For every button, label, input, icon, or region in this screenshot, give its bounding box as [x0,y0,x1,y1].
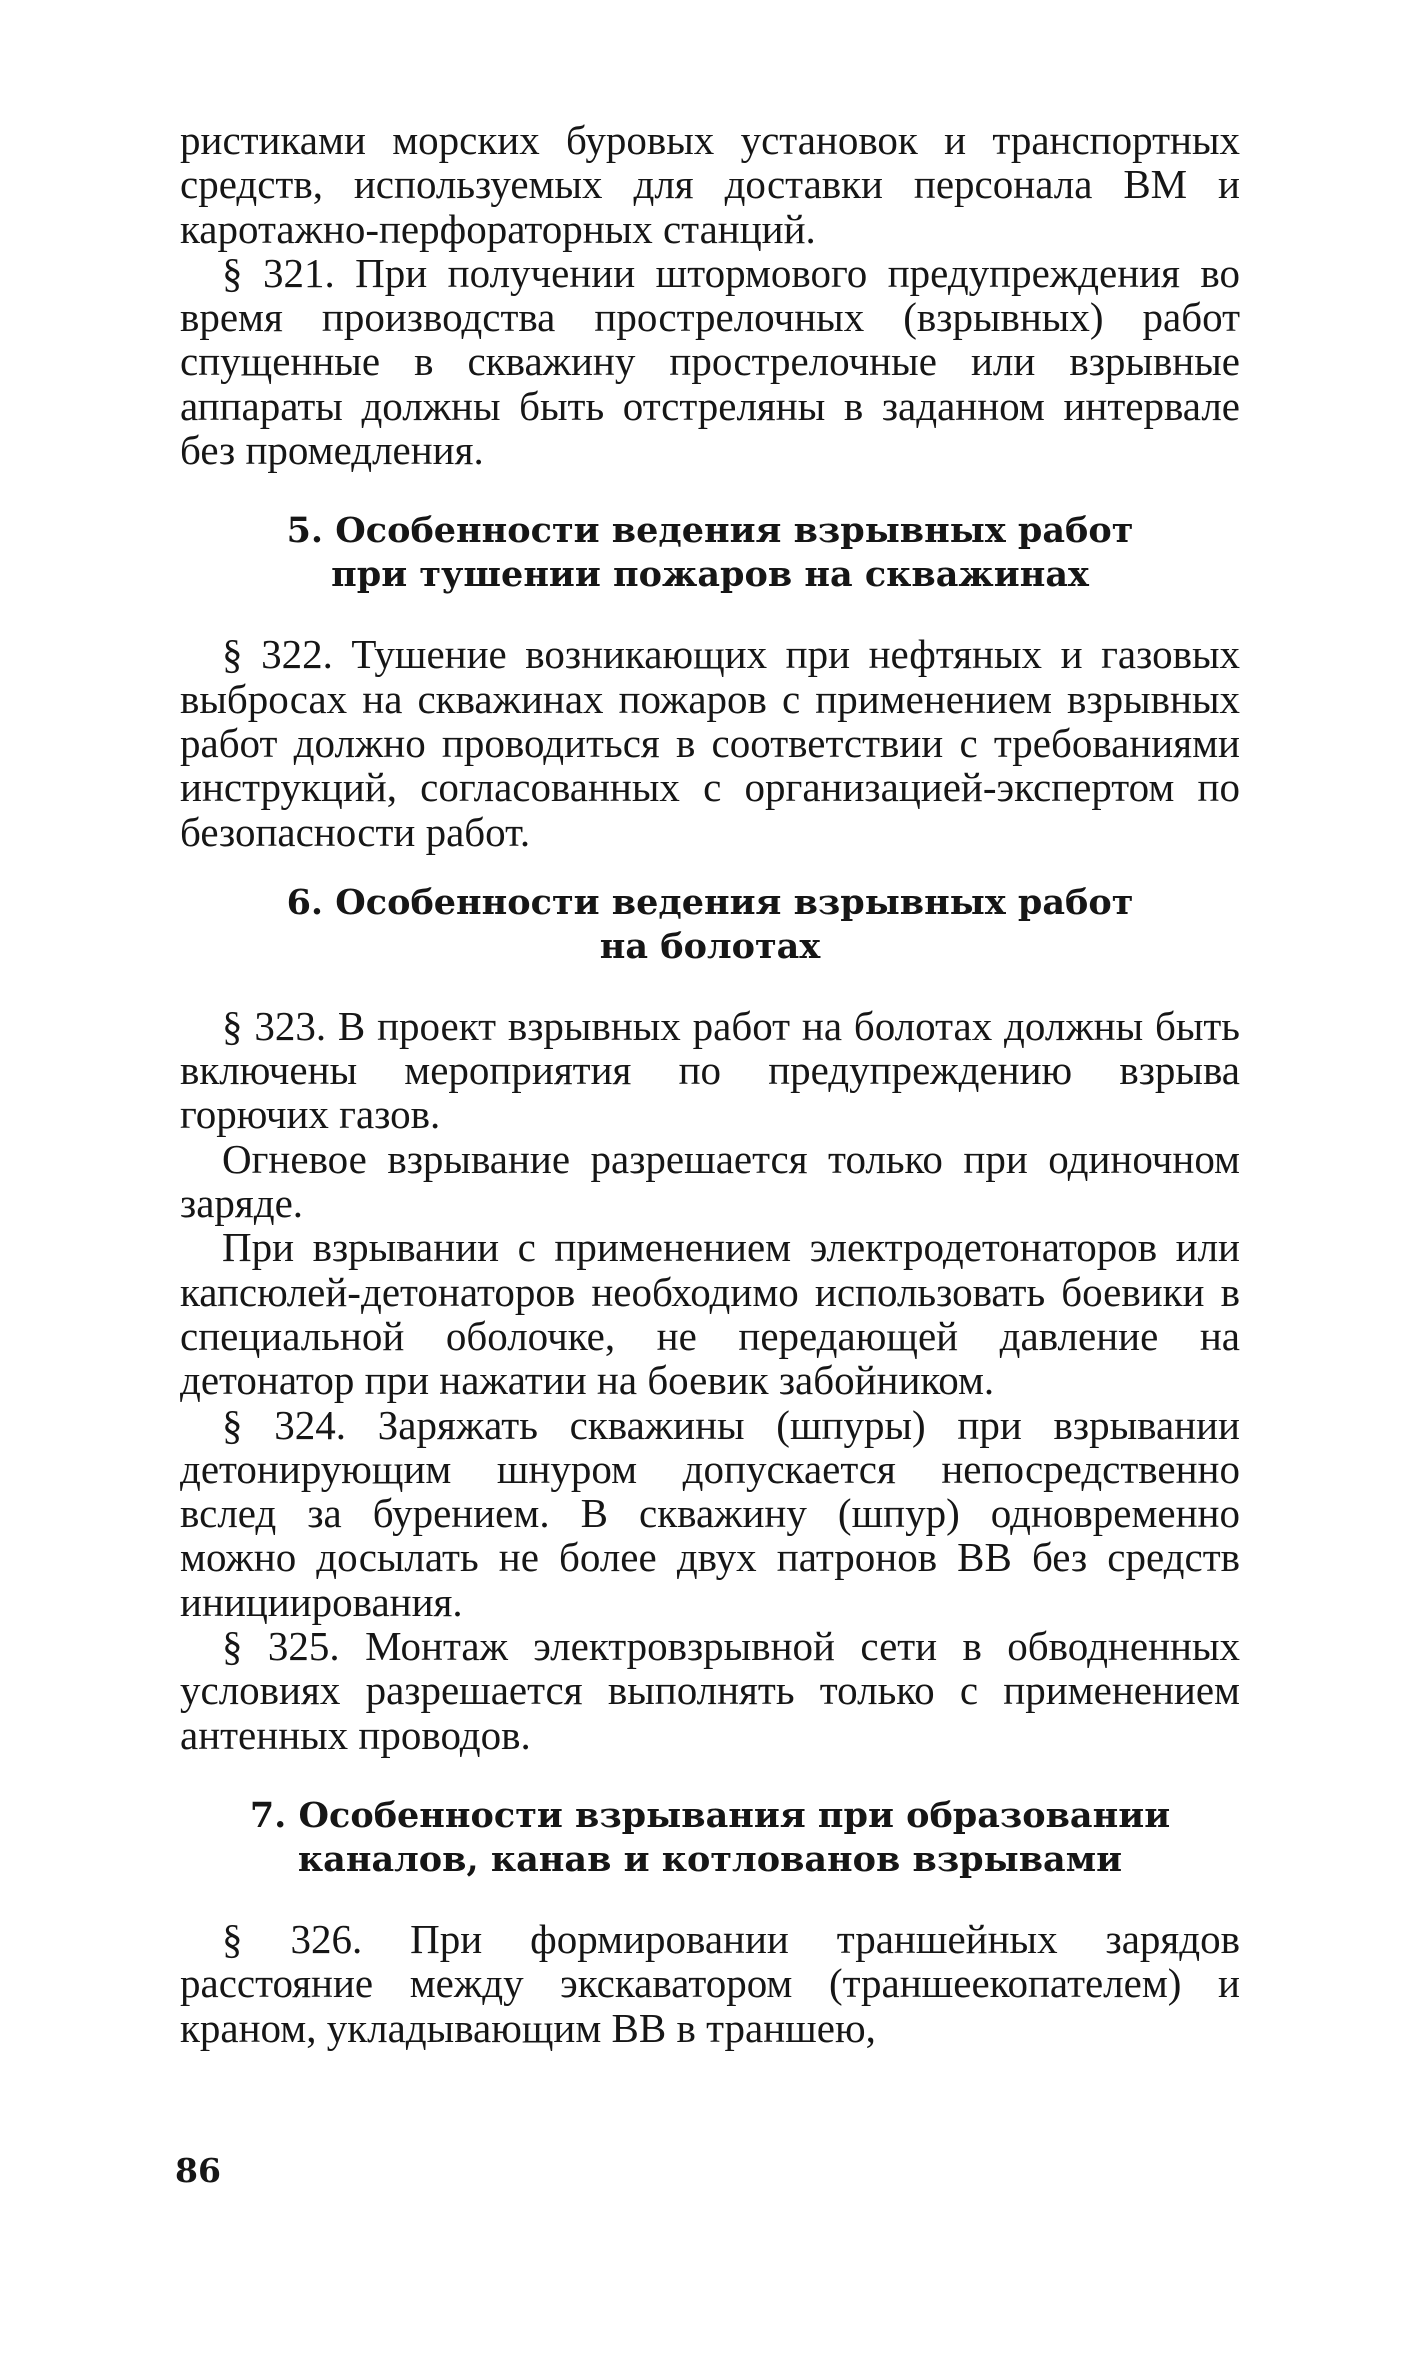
section-7-heading-line-2: каналов, канав и котлованов взрывами [297,1838,1123,1880]
section-5-heading-line-1: 5. Особенности ведения взрывных работ [286,510,1134,552]
section-6-heading-line-1: 6. Особенности ведения взрывных работ [286,881,1134,923]
paragraph-326: § 326. При формировании траншейных зарядов расстояние между экскаватором (траншеекопателем) и краном, укладывающим ВВ в траншею, [180,1915,1240,2051]
section-5-heading [180,509,1240,597]
section-6-heading [180,881,1240,969]
section-7-heading-line-1: 7. Особенности взрывания при образовании [249,1794,1171,1836]
paragraph-322: § 322. Тушение возникающих при нефтяных и газовых выбросах на скважинах пожаров с применением взрывных работ должно проводиться в соответствии с требованиями инструкций, согласованных с организацией-экспертом по безопасности работ. [180,631,1240,855]
paragraph-fire-blasting: Огневое взрывание разрешается только при одиночном заряде. [180,1135,1240,1227]
section-7-heading [180,1794,1240,1882]
page-body [180,118,1240,2050]
paragraph-321: § 321. При получении штормового предупреждения во время производства прострелочных (взрывных) работ спущенные в скважину прострелочные или взрывные аппараты должны быть отстреляны в заданном интервале без промедления. [180,249,1240,474]
section-6-heading-line-2: на болотах [599,925,821,967]
paragraph-continuation: ристиками морских буровых установок и транспортных средств, используемых для доставки персонала ВМ и каротажно-перфораторных станций. [180,117,1240,252]
paragraph-detonators: При взрывании с применением электродетонаторов или капсюлей-детонаторов необходимо использовать боевики в специальной оболочке, не передающей давление на детонатор при нажатии на боевик забойником. [180,1224,1240,1404]
page-number: 86 [175,2151,221,2190]
paragraph-325: § 325. Монтаж электровзрывной сети в обводненных условиях разрешается выполнять только с применением антенных проводов. [180,1623,1240,1758]
paragraph-323: § 323. В проект взрывных работ на болотах должны быть включены мероприятия по предупреждению взрыва горючих газов. [180,1002,1240,1138]
paragraph-324: § 324. Заряжать скважины (шпуры) при взрывании детонирующим шнуром допускается непосредственно вслед за бурением. В скважину (шпур) одновременно можно досылать не более двух патронов ВВ без средств инициирования. [180,1401,1240,1625]
section-5-heading-line-2: при тушении пожаров на скважинах [331,554,1089,596]
